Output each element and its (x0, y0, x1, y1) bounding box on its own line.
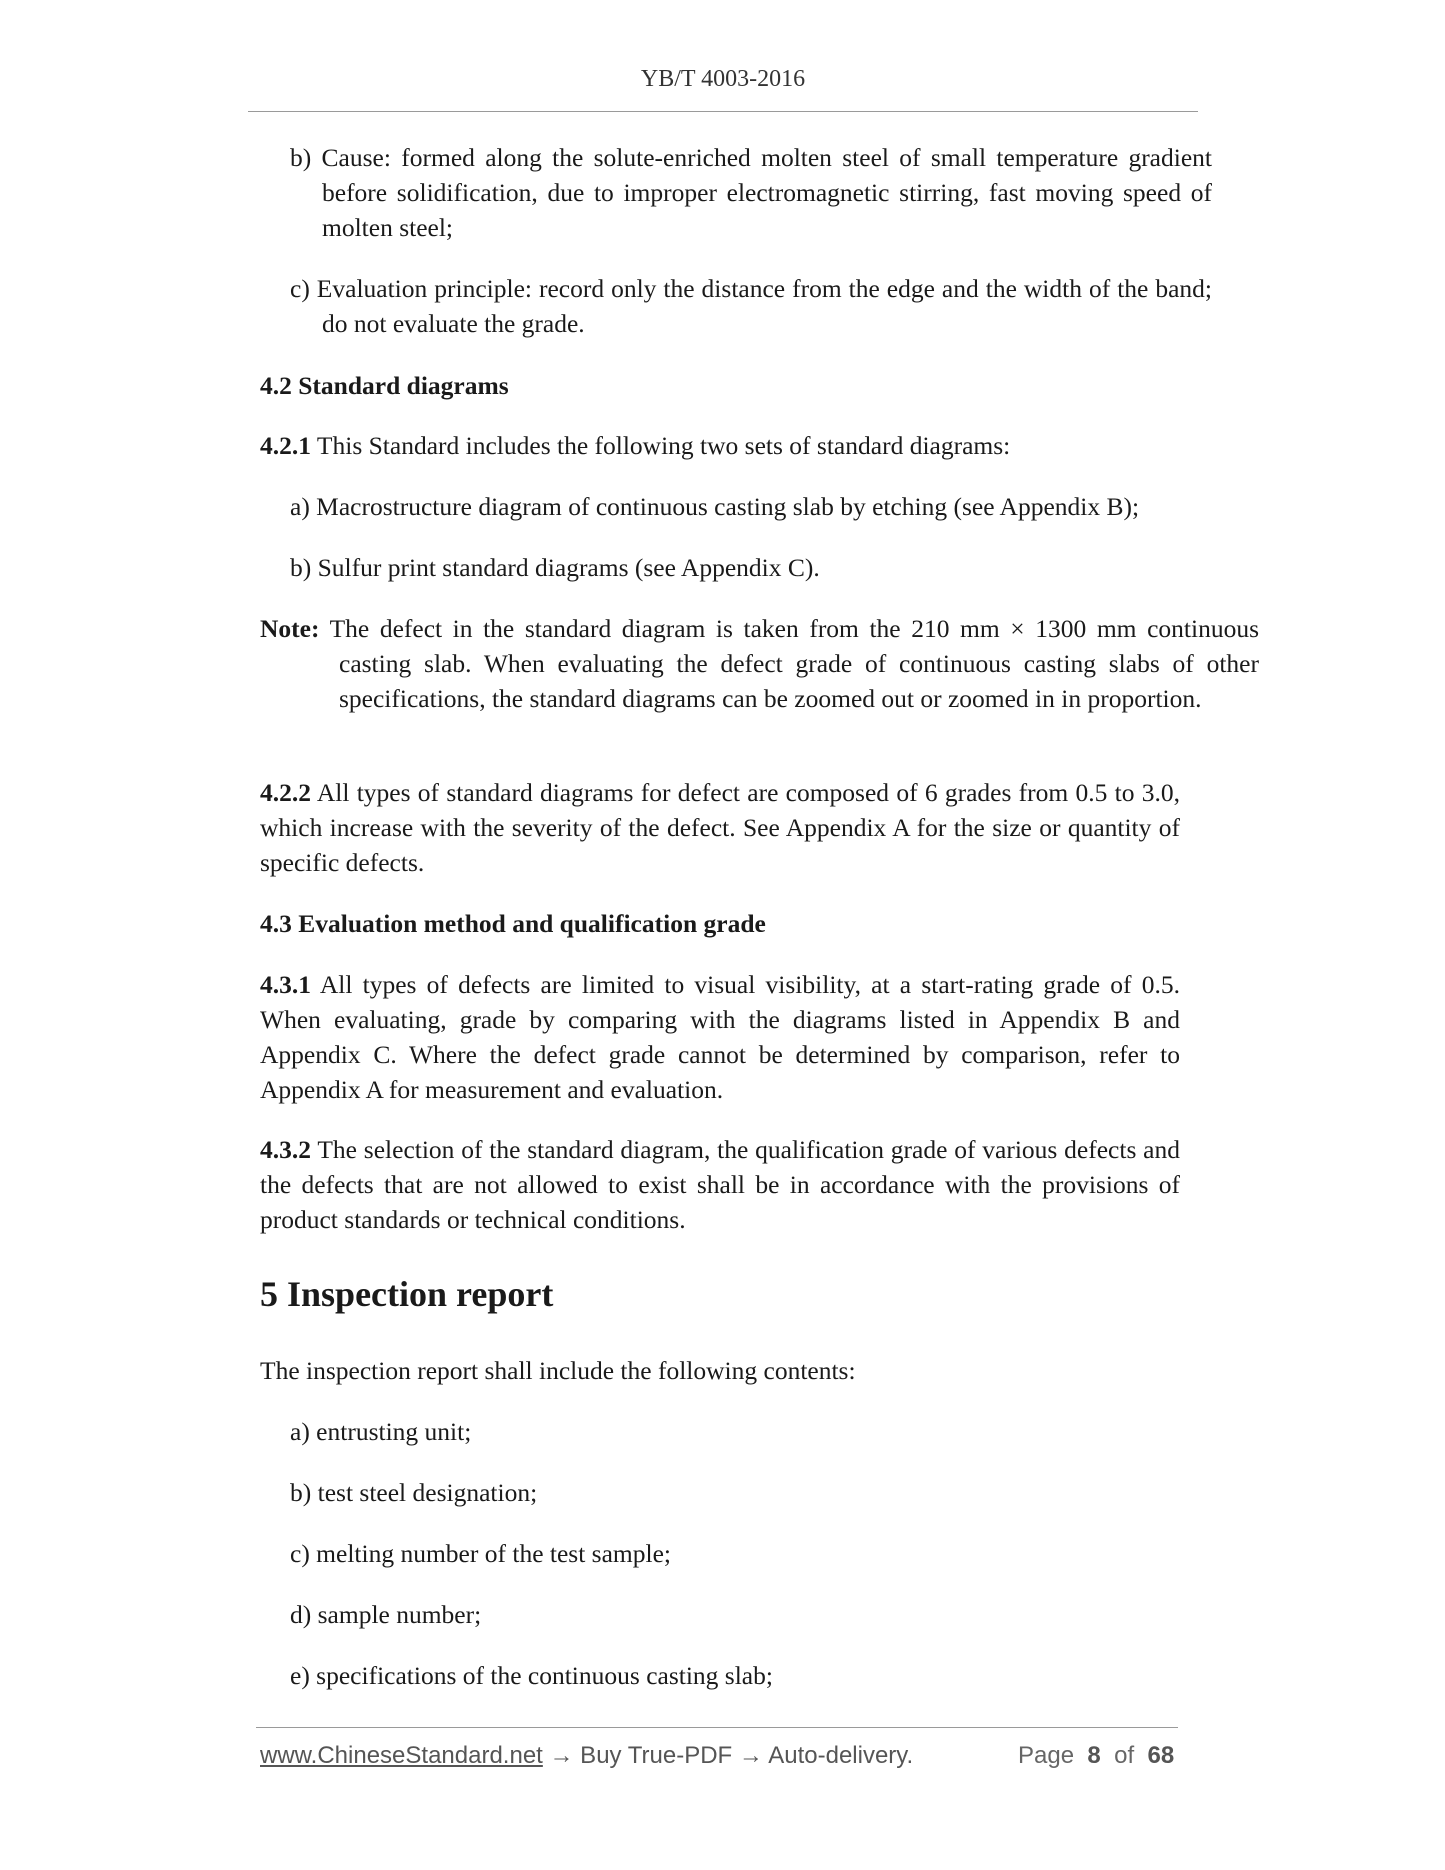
clause-number: 4.3.1 (260, 970, 311, 999)
list-item-b: b) Sulfur print standard diagrams (see Appendix C). (290, 553, 820, 582)
report-item: c) melting number of the test sample; (290, 1539, 671, 1568)
report-item: a) entrusting unit; (290, 1417, 472, 1446)
clause-number: 4.3.2 (260, 1135, 311, 1164)
page-total: 68 (1147, 1742, 1175, 1769)
page-number: 8 (1087, 1742, 1101, 1769)
list-item-a: a) Macrostructure diagram of continuous casting slab by etching (see Appendix B); (290, 492, 1140, 521)
section-heading-4-2: 4.2 Standard diagrams (260, 371, 509, 400)
footer-promo (260, 1742, 913, 1770)
section-heading-4-3: 4.3 Evaluation method and qualification grade (260, 909, 766, 938)
note-text: The defect in the standard diagram is taken from the 210 mm × 1300 mm continuous casting slab. When evaluating the defect grade of continuous casting slabs of other specifications, the standard diagrams can be zoomed out or zoomed in in proportion. (319, 614, 1259, 713)
footer-promo-text: → Buy True-PDF → Auto-delivery. (542, 1742, 914, 1769)
report-item: b) test steel designation; (290, 1478, 538, 1507)
clause-4-2-1 (260, 428, 1180, 463)
website-link[interactable]: www.ChineseStandard.net (260, 1742, 543, 1769)
clause-text: The selection of the standard diagram, the qualification grade of various defects and the defects that are not allowed to exist shall be in accordance with the provisions of product standards or technical conditions. (260, 1135, 1180, 1234)
clause-4-3-2 (260, 1132, 1180, 1237)
clause-text: All types of defects are limited to visual visibility, at a start-rating grade of 0.5. When evaluating, grade by comparing with the diagrams listed in Appendix B and Appendix C. Where the defect grade cannot be determined by comparison, refer to Appendix A for measurement and evaluation. (260, 970, 1180, 1104)
clause-text: This Standard includes the following two sets of standard diagrams: (311, 431, 1011, 460)
page-label: Page (1018, 1742, 1075, 1769)
report-item: d) sample number; (290, 1600, 482, 1629)
report-item: e) specifications of the continuous casting slab; (290, 1661, 773, 1690)
report-intro: The inspection report shall include the following contents: (260, 1356, 856, 1385)
list-item-evaluation-principle: c) Evaluation principle: record only the distance from the edge and the width of the band; do not evaluate the grade. (290, 274, 1212, 338)
clause-text: All types of standard diagrams for defect are composed of 6 grades from 0.5 to 3.0, which increase with the severity of the defect. See Appendix A for the size or quantity of specific defects. (260, 778, 1180, 877)
clause-4-3-1 (260, 967, 1180, 1107)
page-header: YB/T 4003-2016 (640, 66, 806, 92)
note-paragraph (260, 611, 1259, 716)
of-label: of (1114, 1742, 1135, 1769)
header-rule (248, 111, 1198, 112)
footer-rule (256, 1727, 1178, 1728)
list-item-cause: b) Cause: formed along the solute-enriched molten steel of small temperature gradient before solidification, due to improper electromagnetic stirring, fast moving speed of molten steel; (290, 143, 1212, 242)
clause-number: 4.2.1 (260, 431, 311, 460)
clause-number: 4.2.2 (260, 778, 311, 807)
note-label: Note: (260, 614, 320, 643)
clause-4-2-2 (260, 775, 1180, 880)
section-heading-5: 5 Inspection report (260, 1274, 554, 1314)
page-indicator (1018, 1742, 1174, 1770)
